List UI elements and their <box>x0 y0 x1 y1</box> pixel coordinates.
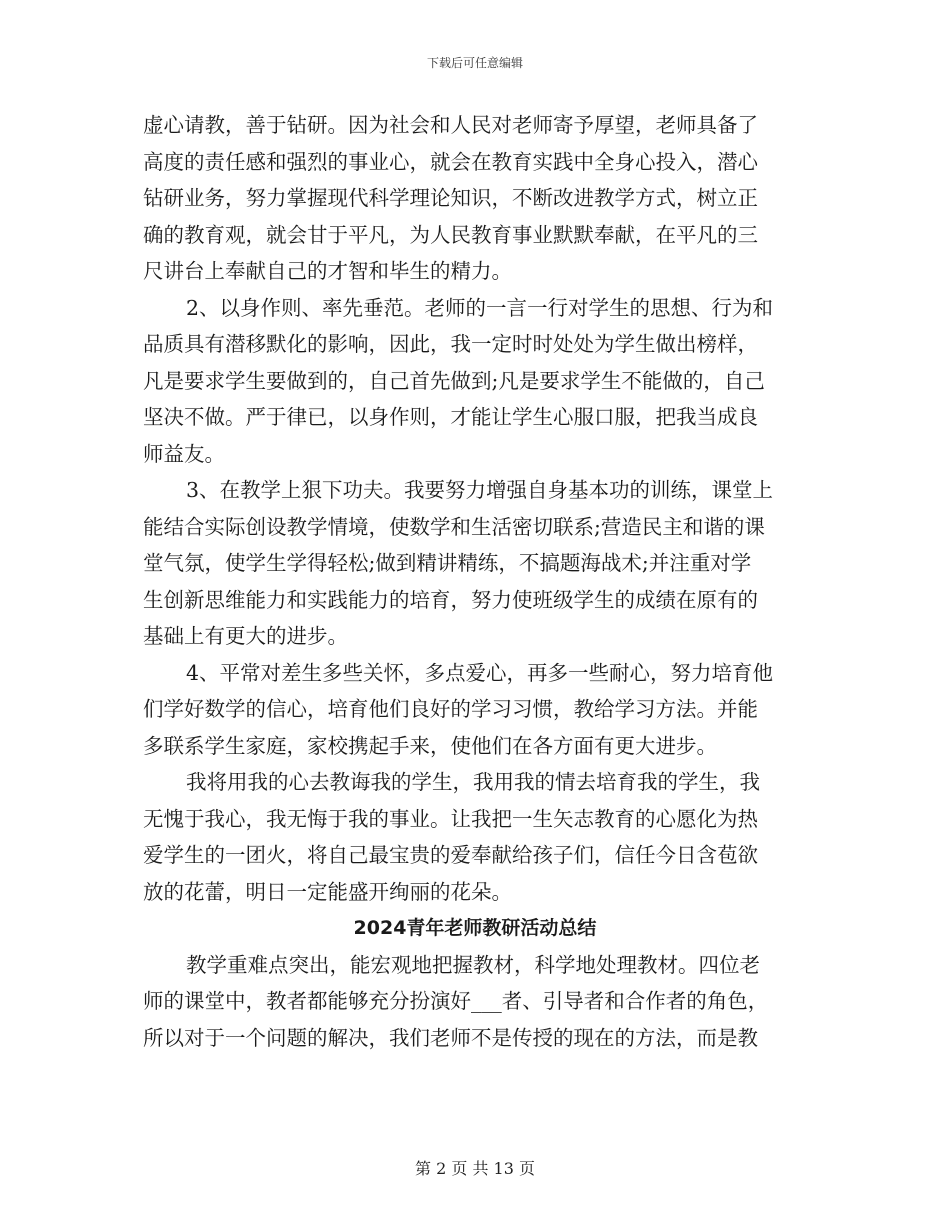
body-line: 能结合实际创设教学情境，使数学和生活密切联系;营造民主和谐的课 <box>143 514 765 539</box>
body-line: 师益友。 <box>143 441 225 466</box>
page-number: 第 2 页 共 13 页 <box>415 1159 535 1178</box>
body-line: 品质具有潜移默化的影响，因此，我一定时时处处为学生做出榜样， <box>143 332 758 356</box>
body-line: 所以对于一个问题的解决，我们老师不是传授的现在的方法，而是教 <box>143 1025 758 1050</box>
body-line: 师的课堂中，教者都能够充分扮演好___者、引导者和合作者的角色， <box>143 989 769 1013</box>
body-line: 爱学生的一团火，将自己最宝贵的爱奉献给孩子们，信任今日含苞欲 <box>143 843 758 867</box>
paragraph-start-line: 3、在教学上狠下功夫。我要努力增强自身基本功的训练，课堂上 <box>186 478 774 502</box>
paragraph-start-line: 2、以身作则、率先垂范。老师的一言一行对学生的思想、行为和 <box>186 295 774 320</box>
paragraph-start-line: 教学重难点突出，能宏观地把握教材，科学地处理教材。四位老 <box>186 952 760 977</box>
body-line: 基础上有更大的进步。 <box>143 624 348 648</box>
body-line: 多联系学生家庭，家校携起手来，使他们在各方面有更大进步。 <box>143 733 717 758</box>
body-line: 凡是要求学生要做到的，自己首先做到;凡是要求学生不能做的，自己 <box>143 368 765 393</box>
body-line: 尺讲台上奉献自己的才智和毕生的精力。 <box>143 259 512 283</box>
body-line: 虚心请教，善于钻研。因为社会和人民对老师寄予厚望，老师具备了 <box>143 113 758 137</box>
document-body <box>143 107 807 1056</box>
section-heading: 2024青年老师教研活动总结 <box>353 917 597 939</box>
body-line: 放的花蕾，明日一定能盛开绚丽的花朵。 <box>143 879 512 904</box>
body-line: 高度的责任感和强烈的事业心，就会在教育实践中全身心投入，潜心 <box>143 149 758 174</box>
body-line: 确的教育观，就会甘于平凡，为人民教育事业默默奉献，在平凡的三 <box>143 222 758 247</box>
body-line: 们学好数学的信心，培育他们良好的学习习惯，教给学习方法。并能 <box>143 697 758 721</box>
header-note: 下载后可任意编辑 <box>426 56 523 70</box>
body-line: 坚决不做。严于律已，以身作则，才能让学生心服口服，把我当成良 <box>143 405 758 429</box>
body-line: 堂气氛，使学生学得轻松;做到精讲精练，不搞题海战术;并注重对学 <box>143 551 752 575</box>
paragraph-start-line: 4、平常对差生多些关怀，多点爱心，再多一些耐心，努力培育他 <box>186 660 774 685</box>
paragraph-start-line: 我将用我的心去教诲我的学生，我用我的情去培育我的学生，我 <box>186 770 760 794</box>
body-line: 钻研业务，努力掌握现代科学理论知识，不断改进教学方式，树立正 <box>143 186 758 210</box>
body-line: 生创新思维能力和实践能力的培育，努力使班级学生的成绩在原有的 <box>143 587 758 612</box>
body-line: 无愧于我心，我无悔于我的事业。让我把一生矢志教育的心愿化为热 <box>143 806 758 831</box>
